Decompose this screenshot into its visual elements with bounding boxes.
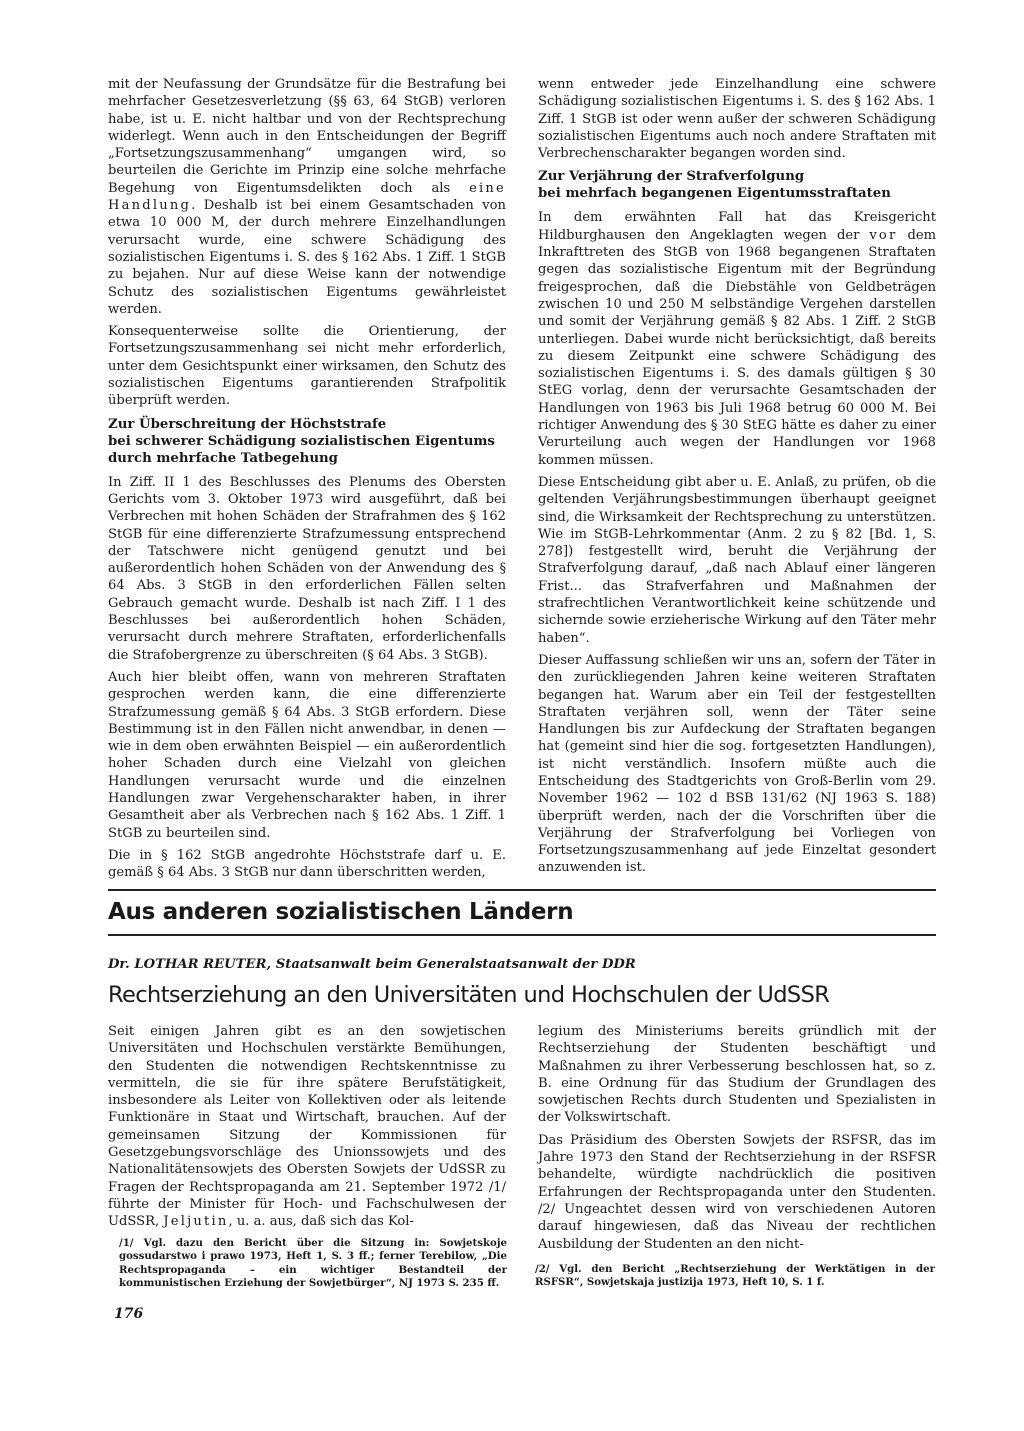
paragraph: mit der Neufassung der Grundsätze für die Bestrafung bei mehrfacher Gesetzesverletzung (§§ 63, 64 StGB) verloren habe, ist u. E. nicht haltbar und von der Rechtsprechung widerlegt. Wenn auch in den Entscheidungen der Begriff „Fortsetzungszusammenhang“ umgangen wird, so beurteilen die Gerichte im Prinzip eine solche mehrfache Begehung von Eigentumsdelikten doch als eine Handlung. Deshalb ist bei einem Gesamtschaden von etwa 10 000 M, der durch mehrere Einzelhandlungen verursacht wurde, eine schwere Schädigung des sozialistischen Eigentums i. S. des § 162 Abs. 1 Ziff. 1 StGB zu bejahen. Nur auf diese Weise kann der notwendige Schutz des sozialistischen Eigentums gewährleistet werden. [108, 77, 506, 317]
column-right-bottom [538, 1023, 936, 1258]
footnote-1: /1/ Vgl. dazu den Bericht über die Sitzung in: Sowjetskoje gossudarstwo i prawo 1973, Heft 1, S. 3 ff.; ferner Terebilow, „Die Rechtspropaganda – ein wichtiger Bestandteil der kommunistischen Erziehung der Sowjetbürger“, NJ 1973 S. 235 ff. [119, 1237, 507, 1290]
paragraph: Dieser Auffassung schließen wir uns an, sofern der Täter in den zurückliegenden Jahren keine weiteren Straftaten begangen hat. Warum aber ein Teil der festgestellten Straftaten verjähren soll, wenn der Täter seine Handlungen bis zur Aufdeckung der Straftaten begangen hat (gemeint sind hier die sog. fortgesetzten Handlungen), ist nicht verständlich. Insofern müßte auch die Entscheidung des Stadtgerichts von Groß-Berlin vom 29. November 1962 — 102 d BSB 131/62 (NJ 1963 S. 188) überprüft werden, nach der die Vorschriften über die Verjährung der Strafverfolgung bei Vorliegen von Fortsetzungszusammenhang auf jede Einzeltat gesondert anzuwenden ist. [538, 652, 936, 876]
column-right-top [538, 76, 936, 882]
paragraph: Seit einigen Jahren gibt es an den sowjetischen Universitäten und Hochschulen verstärkte Bemühungen, den Studenten die notwendigen Rechtskenntnisse zu vermitteln, die sie für ihre spätere Berufstätigkeit, insbesondere als Leiter von Kollektiven oder als leitende Funktionäre in Staat und Wirtschaft, brauchen. Auf der gemeinsamen Sitzung der Kommissionen für Gesetzgebungsvorschläge des Unionssowjets und des Nationalitätensowjets des Obersten Sowjets der UdSSR zu Fragen der Rechtspropaganda am 21. September 1972 /1/ führte der Minister für Hoch- und Fachschulwesen der UdSSR, Jeljutin, u. a. aus, daß sich das Kol- [108, 1024, 506, 1230]
section-title: Aus anderen sozialistischen Ländern [108, 899, 574, 925]
paragraph: Auch hier bleibt offen, wann von mehreren Straftaten gesprochen werden kann, die eine differenzierte Strafzumessung gemäß § 64 Abs. 3 StGB erfordern. Diese Bestimmung ist in den Fällen nicht anwendbar, in denen — wie in dem oben erwähnten Beispiel — ein außerordentlich hoher Schaden durch eine Vielzahl von gleichen Handlungen verursacht wurde und die einzelnen Handlungen zwar Vergehenscharakter haben, in ihrer Gesamtheit aber als Verbrechen nach § 162 Abs. 1 Ziff. 1 StGB zu beurteilen sind. [108, 669, 506, 841]
page-number: 176 [114, 1306, 144, 1322]
paragraph: In dem erwähnten Fall hat das Kreisgericht Hildburghausen den Angeklagten wegen der vor dem Inkrafttreten des StGB von 1968 begangenen Straftaten gegen das sozialistische Eigentum mit der Begründung freigesprochen, daß die Diebstähle von Geldbeträgen zwischen 10 und 250 M selbständige Vergehen darstellen und somit der Verjährung gemäß § 82 Abs. 1 Ziff. 2 StGB unterliegen. Dabei wurde nicht berücksichtigt, daß bereits zu diesem Zeitpunkt eine schwere Schädigung des sozialistischen Eigentums i. S. des damals gültigen § 30 StEG vorlag, denn der verursachte Gesamtschaden der Handlungen von 1963 bis Juli 1968 betrug 60 000 M. Bei richtiger Anwendung des § 30 StEG hätte es daher zu einer Verurteilung auch wegen der Handlungen vor 1968 kommen müssen. [538, 210, 936, 468]
subheading: Zur Verjährung der Strafverfolgung bei mehrfach begangenen Eigentumsstraftaten [538, 169, 891, 202]
section-rule-bottom [108, 934, 936, 936]
subheading: Zur Überschreitung der Höchststrafe bei schwerer Schädigung sozialistischen Eigentums durch mehrfache Tatbegehung [108, 416, 495, 466]
column-left-top [108, 76, 506, 886]
paragraph: Diese Entscheidung gibt aber u. E. Anlaß, zu prüfen, ob die geltenden Verjährungsbestimmungen überhaupt geeignet sind, die Wirksamkeit der Rechtsprechung zu unterstützen. Wie im StGB-Lehrkommentar (Anm. 2 zu § 82 [Bd. 1, S. 278]) festgestellt wird, beruht die Verjährung der Strafverfolgung darauf, „daß nach Ablauf einer längeren Frist... das Strafverfahren und Maßnahmen der strafrechtlichen Verantwortlichkeit keine schützende und sichernde sowie erzieherische Wirkung auf den Täter mehr haben“. [538, 474, 936, 646]
paragraph: Die in § 162 StGB angedrohte Höchststrafe darf u. E. gemäß § 64 Abs. 3 StGB nur dann überschritten werden, [108, 847, 506, 881]
paragraph: Das Präsidium des Obersten Sowjets der RSFSR, das im Jahre 1973 den Stand der Rechtserziehung in der RSFSR behandelte, würdigte nachdrücklich die positiven Erfahrungen der Rechtspropaganda unter den Studenten. /2/ Ungeachtet dessen wird von verschiedenen Autoren darauf hingewiesen, daß das Niveau der rechtlichen Ausbildung der Studenten an den nicht- [538, 1132, 936, 1252]
paragraph: legium des Ministeriums bereits gründlich mit der Rechtserziehung der Studenten beschäftigt und Maßnahmen zu ihrer Verbesserung beschlossen hat, so z. B. eine Ordnung für das Studium der Grundlagen des sowjetischen Rechts durch Studenten und Spezialisten in der Volkswirtschaft. [538, 1024, 936, 1126]
paragraph: Konsequenterweise sollte die Orientierung, der Fortsetzungszusammenhang sei nicht mehr erforderlich, unter dem Gesichtspunkt einer wirksamen, den Schutz des sozialistischen Eigentums garantierenden Strafpolitik überprüft werden. [108, 324, 506, 409]
column-left-bottom [108, 1023, 506, 1236]
spaced-emphasis: eine Handlung [108, 180, 506, 214]
byline: Dr. LOTHAR REUTER, Staatsanwalt beim Generalstaatsanwalt der DDR [108, 957, 636, 972]
footnote-2: /2/ Vgl. den Bericht „Rechtserziehung der Werktätigen in der RSFSR“, Sowjetskaja justizija 1973, Heft 10, S. 1 f. [535, 1263, 935, 1289]
paragraph: wenn entweder jede Einzelhandlung eine schwere Schädigung sozialistischen Eigentums i. S. des § 162 Abs. 1 Ziff. 1 StGB ist oder wenn außer der schweren Schädigung sozialistischen Eigentums auch noch andere Straftaten mit Verbrechenscharakter begangen worden sind. [538, 77, 936, 162]
article-title: Rechtserziehung an den Universitäten und Hochschulen der UdSSR [108, 982, 830, 1008]
paragraph: In Ziff. II 1 des Beschlusses des Plenums des Obersten Gerichts vom 3. Oktober 1973 wird ausgeführt, daß bei Verbrechen mit hohen Schäden der Strafrahmen des § 162 StGB für eine differenzierte Strafzumessung entsprechend der Tatschwere nicht genügend genutzt und bei außerordentlich hohen Schäden von der Anwendung des § 64 Abs. 3 StGB in den erforderlichen Fällen selten Gebrauch gemacht wurde. Deshalb ist nach Ziff. I 1 des Beschlusses bei außerordentlich hohen Schäden, verursacht durch mehrere Straftaten, erforderlichenfalls die Strafobergrenze zu überschreiten (§ 64 Abs. 3 StGB). [108, 474, 506, 663]
section-rule-top [108, 889, 936, 891]
spaced-emphasis: vor [869, 227, 898, 243]
spaced-emphasis: Jeljutin [163, 1214, 229, 1230]
